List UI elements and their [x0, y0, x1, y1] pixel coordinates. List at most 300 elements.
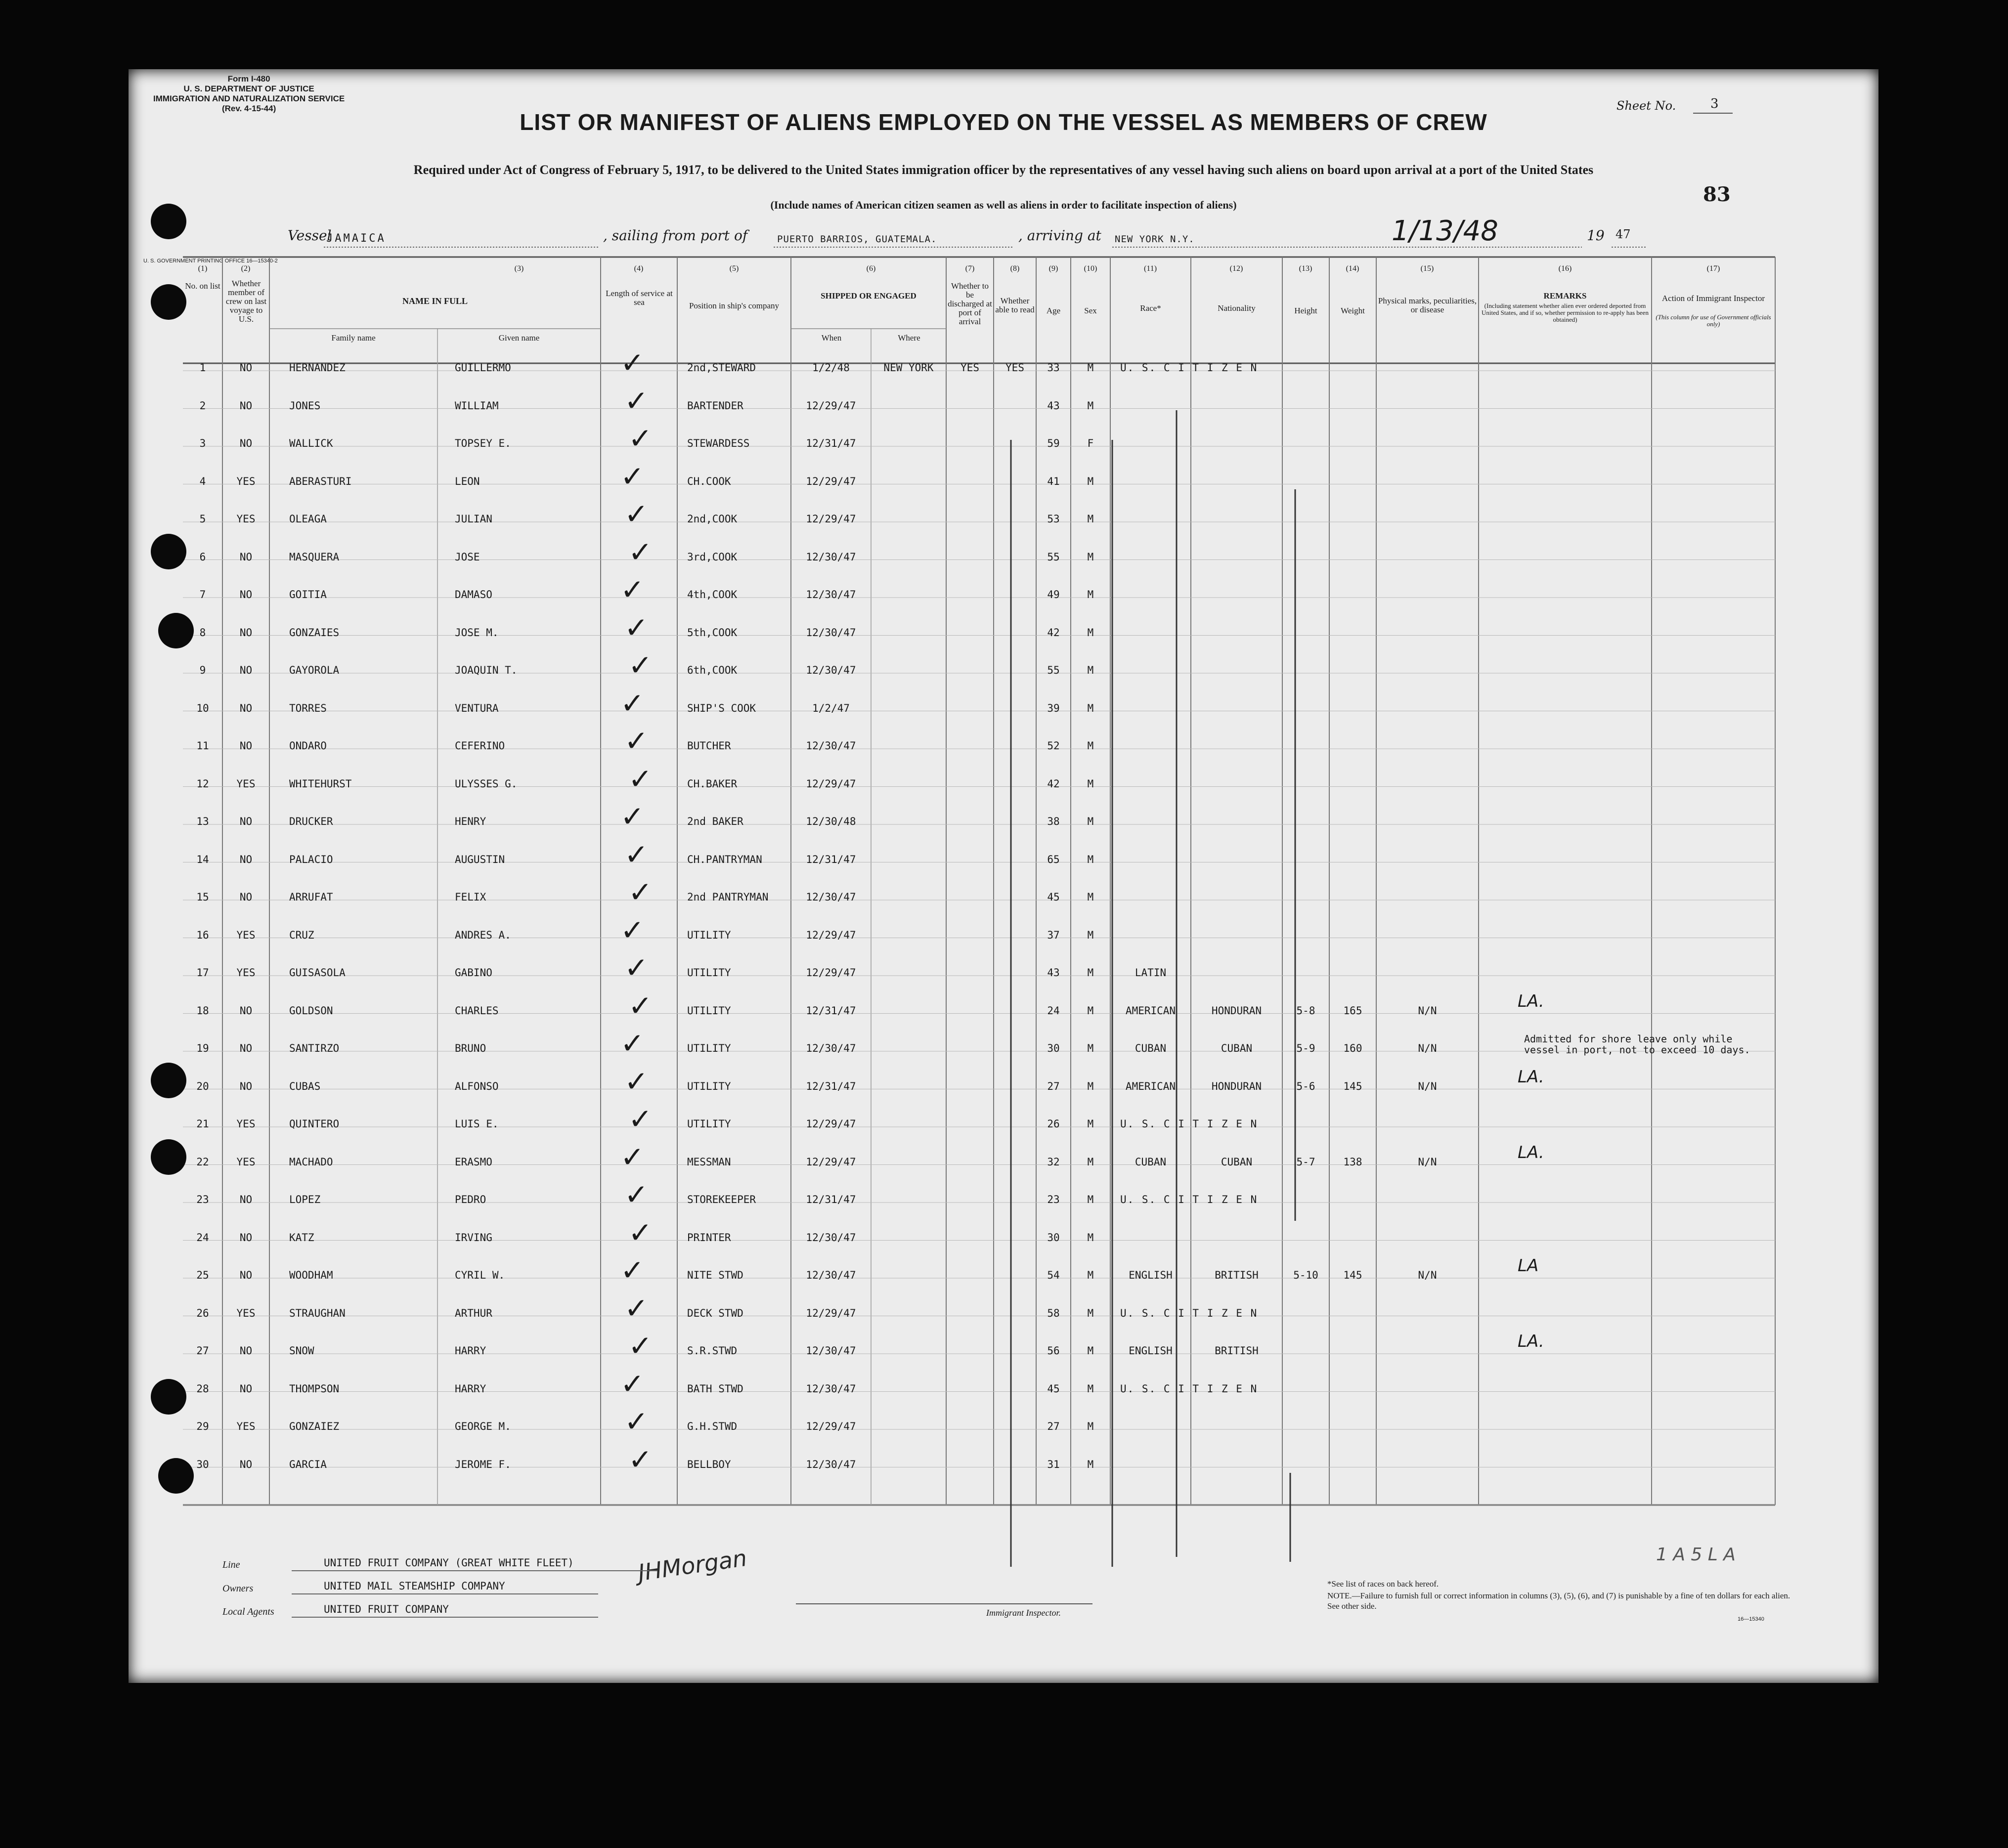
cell-given: ERASMO [455, 1156, 492, 1168]
departure-port: PUERTO BARRIOS, GUATEMALA. [777, 234, 937, 245]
cell-no: 20 [196, 1080, 209, 1092]
cell-when: 12/31/47 [806, 1194, 856, 1205]
owners-label: Owners [222, 1583, 254, 1594]
cell-nat: BRITISH [1215, 1269, 1259, 1281]
cell-family: THOMPSON [289, 1382, 340, 1395]
cell-pos: 2nd,COOK [687, 513, 738, 525]
cell-race: U. S. C I T I Z E N [1120, 1382, 1258, 1395]
cell-family: ARRUFAT [289, 891, 333, 903]
inspector-signature: JHMorgan [636, 1544, 749, 1587]
cell-age: 43 [1047, 399, 1060, 412]
cell-prev: NO [239, 1382, 253, 1395]
cell-family: WHITEHURST [289, 777, 352, 790]
cell-age: 56 [1047, 1345, 1060, 1357]
cell-when: 12/29/47 [806, 967, 856, 979]
header-weight: Weight [1341, 306, 1365, 315]
cell-pos: STEWARDESS [687, 437, 750, 449]
punch-hole [158, 613, 194, 648]
column-number: (6) [866, 264, 876, 273]
cell-when: 12/29/47 [806, 513, 856, 525]
column-number: (14) [1346, 264, 1359, 273]
service-check-mark: ✓ [620, 346, 645, 380]
cell-prev: YES [236, 1420, 256, 1432]
cell-pos: DECK STWD [687, 1307, 743, 1319]
cell-no: 15 [196, 891, 209, 903]
footer-underlines [129, 69, 1878, 1683]
cell-sex: M [1087, 891, 1094, 903]
header-remarks: REMARKS [1543, 291, 1587, 301]
agents-value: UNITED FRUIT COMPANY [324, 1603, 449, 1615]
cell-family: GOLDSON [289, 1004, 333, 1017]
header-name-in-full: NAME IN FULL [402, 296, 468, 306]
gpo-code: U. S. GOVERNMENT PRINTING OFFICE 16—15340-2 [143, 258, 278, 264]
arriving-label: , arriving at [1018, 227, 1101, 244]
column-number: (2) [241, 264, 251, 273]
header-nationality: Nationality [1218, 303, 1256, 313]
cell-family: SNOW [289, 1345, 314, 1357]
cell-no: 2 [199, 399, 206, 412]
cell-ht: 5-6 [1296, 1080, 1315, 1092]
cell-age: 42 [1047, 626, 1060, 639]
cell-family: STRAUGHAN [289, 1307, 346, 1319]
cell-race: LATIN [1135, 967, 1167, 979]
cell-pos: BATH STWD [687, 1382, 743, 1395]
cell-pos: UTILITY [687, 929, 731, 941]
cell-when: 12/30/47 [806, 551, 856, 563]
header-able-to-read: Whether able to read [995, 296, 1035, 314]
cell-sex: M [1087, 1004, 1094, 1017]
service-check-mark: ✓ [628, 1215, 653, 1249]
sheet-number: 3 [1710, 96, 1719, 111]
service-check-mark: ✓ [624, 610, 649, 645]
cell-read: YES [1005, 362, 1024, 374]
department: U. S. DEPARTMENT OF JUSTICE [183, 84, 314, 93]
cell-given: GABINO [455, 967, 492, 979]
cell-no: 16 [196, 929, 209, 941]
cell-age: 54 [1047, 1269, 1060, 1281]
header-shipped-where: Where [898, 333, 920, 343]
cell-when: 12/30/47 [806, 1382, 856, 1395]
cell-pos: CH.PANTRYMAN [687, 853, 762, 865]
cell-family: PALACIO [289, 853, 333, 865]
cell-sex: M [1087, 777, 1094, 790]
cell-age: 26 [1047, 1118, 1060, 1130]
cell-nat: HONDURAN [1211, 1080, 1262, 1092]
cell-age: 30 [1047, 1231, 1060, 1244]
cell-prev: NO [239, 891, 253, 903]
year-value: 47 [1615, 227, 1631, 241]
cell-wt: 165 [1343, 1004, 1362, 1017]
cell-pos: BUTCHER [687, 740, 731, 752]
cell-no: 22 [196, 1156, 209, 1168]
page-subtitle: Required under Act of Congress of February 5, 1917, to be delivered to the United States immigration officer by the representatives of any vessel having such aliens on board upon arrival at a port of the United States [413, 163, 1594, 177]
cell-race: ENGLISH [1129, 1345, 1173, 1357]
cell-when: 12/30/47 [806, 1269, 856, 1281]
service-check-mark: ✓ [620, 913, 645, 947]
service-check-mark: ✓ [624, 497, 649, 531]
cell-sex: M [1087, 1080, 1094, 1092]
cell-prev: NO [239, 399, 253, 412]
cell-no: 18 [196, 1004, 209, 1017]
service-check-mark: ✓ [624, 384, 649, 418]
cell-pos: NITE STWD [687, 1269, 743, 1281]
line-label: Line [222, 1559, 240, 1570]
cell-no: 30 [196, 1458, 209, 1470]
cell-sex: M [1087, 1269, 1094, 1281]
cell-sex: M [1087, 929, 1094, 941]
form-number: Form I-480 [227, 74, 270, 84]
column-number: (17) [1706, 264, 1720, 273]
cell-given: ANDRES A. [455, 929, 511, 941]
service-check-mark: ✓ [628, 422, 653, 455]
cell-sex: M [1087, 1307, 1094, 1319]
cell-pos: UTILITY [687, 1042, 731, 1054]
cell-when: 12/30/48 [806, 816, 856, 827]
remarks-19: Admitted for shore leave only while vessel in port, not to exceed 10 days. [1524, 1033, 1750, 1056]
cell-given: PEDRO [455, 1194, 486, 1205]
cell-age: 65 [1047, 853, 1060, 865]
cell-where: NEW YORK [883, 362, 934, 374]
cell-prev: NO [239, 1042, 253, 1054]
cell-family: GARCIA [289, 1458, 327, 1470]
cell-given: ULYSSES G. [455, 777, 518, 790]
cell-sex: M [1087, 1458, 1094, 1470]
sailing-label: , sailing from port of [603, 227, 748, 244]
cell-given: IRVING [455, 1231, 492, 1244]
cell-when: 12/31/47 [806, 853, 856, 865]
service-check-mark: ✓ [620, 573, 645, 606]
column-number: (3) [514, 264, 524, 273]
cell-no: 8 [199, 626, 206, 639]
cell-pos: S.R.STWD [687, 1345, 738, 1357]
service-check-mark: ✓ [628, 1442, 653, 1476]
column-number: (8) [1010, 264, 1020, 273]
cell-when: 12/30/47 [806, 740, 856, 752]
cell-pos: 2nd PANTRYMAN [687, 891, 769, 903]
penalty-note: NOTE.—Failure to furnish full or correct information in columns (3), (5), (6), and (7) is punishable by a fine of ten dollars for each alien. See other side. [1327, 1591, 1790, 1611]
cell-ht: 5-10 [1293, 1269, 1318, 1281]
page-subtitle-note: (Include names of American citizen seamen as well as aliens in order to facilitate inspection of aliens) [770, 199, 1237, 211]
column-number: (15) [1420, 264, 1434, 273]
cell-pos: 4th,COOK [687, 589, 738, 601]
cell-age: 41 [1047, 475, 1060, 487]
service: IMMIGRATION AND NATURALIZATION SERVICE [153, 94, 345, 103]
year-prefix: 19 [1587, 227, 1605, 244]
cell-pos: 3rd,COOK [687, 551, 738, 563]
header-height: Height [1294, 306, 1317, 315]
cell-sex: M [1087, 589, 1094, 601]
line-value: UNITED FRUIT COMPANY (GREAT WHITE FLEET) [324, 1557, 574, 1569]
cell-marks: N/N [1418, 1042, 1437, 1054]
cell-pos: 2nd,STEWARD [687, 362, 756, 374]
cell-when: 12/30/47 [806, 1042, 856, 1054]
cell-given: FELIX [455, 891, 486, 903]
cell-no: 28 [196, 1382, 209, 1395]
cell-no: 7 [199, 589, 206, 601]
cell-marks: N/N [1418, 1156, 1437, 1168]
cell-age: 53 [1047, 513, 1060, 525]
service-check-mark: ✓ [624, 1405, 649, 1438]
cell-when: 12/29/47 [806, 1420, 856, 1432]
cell-pos: PRINTER [687, 1231, 731, 1244]
cell-age: 27 [1047, 1420, 1060, 1432]
header-race: Race* [1140, 303, 1161, 313]
service-check-mark: ✓ [624, 1291, 649, 1325]
cell-sex: F [1087, 437, 1094, 449]
cell-race: AMERICAN [1125, 1004, 1176, 1017]
cell-sex: M [1087, 1420, 1094, 1432]
cell-age: 27 [1047, 1080, 1060, 1092]
cell-pos: G.H.STWD [687, 1420, 738, 1432]
cell-pos: UTILITY [687, 1118, 731, 1130]
punch-hole [158, 1458, 194, 1494]
cell-race: AMERICAN [1125, 1080, 1176, 1092]
cell-prev: NO [239, 740, 253, 752]
cell-family: SANTIRZO [289, 1042, 340, 1054]
print-code: 16—15340 [1738, 1616, 1764, 1622]
header-no-on-list: No. on list [185, 281, 220, 291]
cell-age: 31 [1047, 1458, 1060, 1470]
cell-no: 1 [199, 362, 206, 374]
cell-pos: UTILITY [687, 967, 731, 979]
cell-when: 12/30/47 [806, 589, 856, 601]
cell-race: CUBAN [1135, 1042, 1167, 1054]
cell-when: 12/29/47 [806, 475, 856, 487]
service-check-mark: ✓ [620, 800, 645, 833]
page-stamp: 83 [1703, 183, 1731, 206]
cell-given: AUGUSTIN [455, 853, 505, 865]
cell-nat: CUBAN [1221, 1042, 1253, 1054]
cell-given: JOSE M. [455, 626, 499, 639]
cell-family: CRUZ [289, 929, 314, 941]
header-length-of-service: Length of service at sea [606, 289, 673, 307]
cell-prev: NO [239, 664, 253, 676]
cell-family: GAYOROLA [289, 664, 340, 676]
cell-sex: M [1087, 740, 1094, 752]
column-number: (12) [1229, 264, 1243, 273]
cell-when: 1/2/48 [812, 362, 850, 374]
service-check-mark: ✓ [628, 535, 653, 569]
service-check-mark: ✓ [628, 988, 653, 1023]
cell-race: CUBAN [1135, 1156, 1167, 1168]
cell-age: 38 [1047, 816, 1060, 827]
cell-no: 24 [196, 1231, 209, 1244]
cell-prev: NO [239, 702, 253, 714]
service-check-mark: ✓ [624, 951, 649, 985]
cell-family: ONDARO [289, 740, 327, 752]
column-number: (13) [1299, 264, 1312, 273]
cell-given: GUILLERMO [455, 362, 511, 374]
cell-when: 12/30/47 [806, 1231, 856, 1244]
cell-sex: M [1087, 626, 1094, 639]
cell-pos: 6th,COOK [687, 664, 738, 676]
cell-age: 43 [1047, 967, 1060, 979]
cell-given: BRUNO [455, 1042, 486, 1054]
header-discharged: Whether to be discharged at port of arrival [948, 281, 992, 326]
cell-given: HENRY [455, 816, 486, 827]
vessel-name: JAMAICA [326, 232, 386, 245]
margin-annotation: 1 A 5 L A [1656, 1545, 1736, 1565]
cell-when: 12/30/47 [806, 891, 856, 903]
cell-prev: NO [239, 362, 253, 374]
cell-race: U. S. C I T I Z E N [1120, 362, 1258, 374]
cell-no: 12 [196, 777, 209, 790]
punch-hole [151, 204, 186, 239]
cell-no: 27 [196, 1345, 209, 1357]
column-number: (9) [1048, 264, 1058, 273]
service-check-mark: ✓ [628, 1329, 653, 1363]
cell-prev: NO [239, 1269, 253, 1281]
cell-family: ABERASTURI [289, 475, 352, 487]
service-check-mark: ✓ [620, 1027, 645, 1060]
service-check-mark: ✓ [620, 459, 645, 493]
cell-marks: N/N [1418, 1080, 1437, 1092]
vessel-label: Vessel [288, 227, 332, 244]
column-number: (4) [634, 264, 644, 273]
cell-age: 52 [1047, 740, 1060, 752]
cell-when: 12/29/47 [806, 1307, 856, 1319]
cell-given: GEORGE M. [455, 1420, 511, 1432]
cell-sex: M [1087, 1118, 1094, 1130]
arrival-port: NEW YORK N.Y. [1115, 234, 1195, 245]
cell-prev: NO [239, 853, 253, 865]
header-physical-marks: Physical marks, peculiarities, or disease [1378, 296, 1477, 314]
header-given-name: Given name [498, 333, 540, 343]
header-prev-voyage: Whether member of crew on last voyage to U.S. [225, 279, 267, 324]
cell-pos: 5th,COOK [687, 626, 738, 639]
cell-family: KATZ [289, 1231, 314, 1244]
cell-sex: M [1087, 1194, 1094, 1205]
service-check-mark: ✓ [628, 762, 653, 796]
cell-age: 33 [1047, 362, 1060, 374]
header-family-name: Family name [331, 333, 376, 343]
cell-age: 32 [1047, 1156, 1060, 1168]
cell-no: 25 [196, 1269, 209, 1281]
cell-family: GONZAIEZ [289, 1420, 340, 1432]
revision: (Rev. 4-15-44) [221, 104, 276, 113]
cell-no: 26 [196, 1307, 209, 1319]
remarks-22: LA. [1518, 1142, 1544, 1162]
header-position: Position in ship's company [689, 301, 780, 310]
cell-family: QUINTERO [289, 1118, 340, 1130]
header-shipped-when: When [821, 333, 842, 343]
remarks-27: LA. [1518, 1332, 1544, 1351]
cell-sex: M [1087, 1345, 1094, 1357]
cell-wt: 145 [1343, 1080, 1362, 1092]
cell-sex: M [1087, 513, 1094, 525]
column-number: (16) [1558, 264, 1572, 273]
punch-hole [151, 1063, 186, 1098]
cell-age: 59 [1047, 437, 1060, 449]
cell-given: CYRIL W. [455, 1269, 505, 1281]
cell-wt: 160 [1343, 1042, 1362, 1054]
punch-hole [151, 534, 186, 569]
header-sex: Sex [1084, 306, 1097, 315]
service-check-mark: ✓ [624, 1178, 649, 1211]
remarks-20: LA. [1518, 1067, 1544, 1087]
cell-given: ALFONSO [455, 1080, 499, 1092]
cell-ht: 5-8 [1296, 1004, 1315, 1017]
service-check-mark: ✓ [624, 1064, 649, 1098]
column-number: (1) [198, 264, 208, 273]
cell-age: 42 [1047, 777, 1060, 790]
cell-prev: YES [236, 777, 256, 790]
service-check-mark: ✓ [620, 1367, 645, 1401]
cell-prev: NO [239, 1458, 253, 1470]
cell-when: 12/30/47 [806, 626, 856, 639]
cell-sex: M [1087, 551, 1094, 563]
cell-age: 30 [1047, 1042, 1060, 1054]
cell-ht: 5-7 [1296, 1156, 1315, 1168]
service-check-mark: ✓ [620, 1253, 645, 1287]
cell-wt: 145 [1343, 1269, 1362, 1281]
cell-family: WALLICK [289, 437, 333, 449]
cell-when: 12/29/47 [806, 1118, 856, 1130]
cell-sex: M [1087, 664, 1094, 676]
cell-prev: NO [239, 589, 253, 601]
page-title: LIST OR MANIFEST OF ALIENS EMPLOYED ON THE VESSEL AS MEMBERS OF CREW [520, 109, 1487, 135]
cell-given: JOSE [455, 551, 480, 563]
cell-given: HARRY [455, 1345, 486, 1357]
cell-age: 55 [1047, 664, 1060, 676]
cell-sex: M [1087, 399, 1094, 412]
cell-family: LOPEZ [289, 1194, 321, 1205]
cell-prev: YES [236, 1307, 256, 1319]
cell-age: 23 [1047, 1194, 1060, 1205]
manifest-sheet [129, 69, 1878, 1683]
remarks-18: LA. [1518, 991, 1544, 1011]
column-number: (11) [1143, 264, 1157, 273]
cell-given: ARTHUR [455, 1307, 492, 1319]
cell-pos: UTILITY [687, 1004, 731, 1017]
cell-family: MASQUERA [289, 551, 340, 563]
cell-no: 14 [196, 853, 209, 865]
cell-given: DAMASO [455, 589, 492, 601]
cell-given: JOAQUIN T. [455, 664, 518, 676]
cell-family: HERNANDEZ [289, 362, 346, 374]
service-check-mark: ✓ [628, 648, 653, 682]
cell-race: ENGLISH [1129, 1269, 1173, 1281]
cell-prev: NO [239, 626, 253, 639]
header-shipped-or-engaged: SHIPPED OR ENGAGED [821, 291, 917, 301]
cell-pos: 2nd BAKER [687, 816, 743, 827]
cell-prev: YES [236, 1118, 256, 1130]
cell-given: LEON [455, 475, 480, 487]
cell-prev: NO [239, 437, 253, 449]
cell-no: 23 [196, 1194, 209, 1205]
service-check-mark: ✓ [620, 686, 645, 720]
cell-no: 5 [199, 513, 206, 525]
cell-prev: YES [236, 929, 256, 941]
cell-prev: NO [239, 1194, 253, 1205]
header-action-note: (This column for use of Government officials only) [1656, 313, 1771, 328]
cell-prev: YES [236, 967, 256, 979]
header-age: Age [1046, 306, 1061, 315]
cell-race: U. S. C I T I Z E N [1120, 1307, 1258, 1319]
cell-nat: BRITISH [1215, 1345, 1259, 1357]
cell-no: 6 [199, 551, 206, 563]
cell-prev: NO [239, 1231, 253, 1244]
cell-age: 37 [1047, 929, 1060, 941]
cell-when: 12/31/47 [806, 1004, 856, 1017]
cell-sex: M [1087, 853, 1094, 865]
cell-prev: YES [236, 513, 256, 525]
cell-wt: 138 [1343, 1156, 1362, 1168]
cell-age: 55 [1047, 551, 1060, 563]
cell-when: 12/30/47 [806, 1458, 856, 1470]
cell-no: 19 [196, 1042, 209, 1054]
punch-hole [151, 1379, 186, 1415]
